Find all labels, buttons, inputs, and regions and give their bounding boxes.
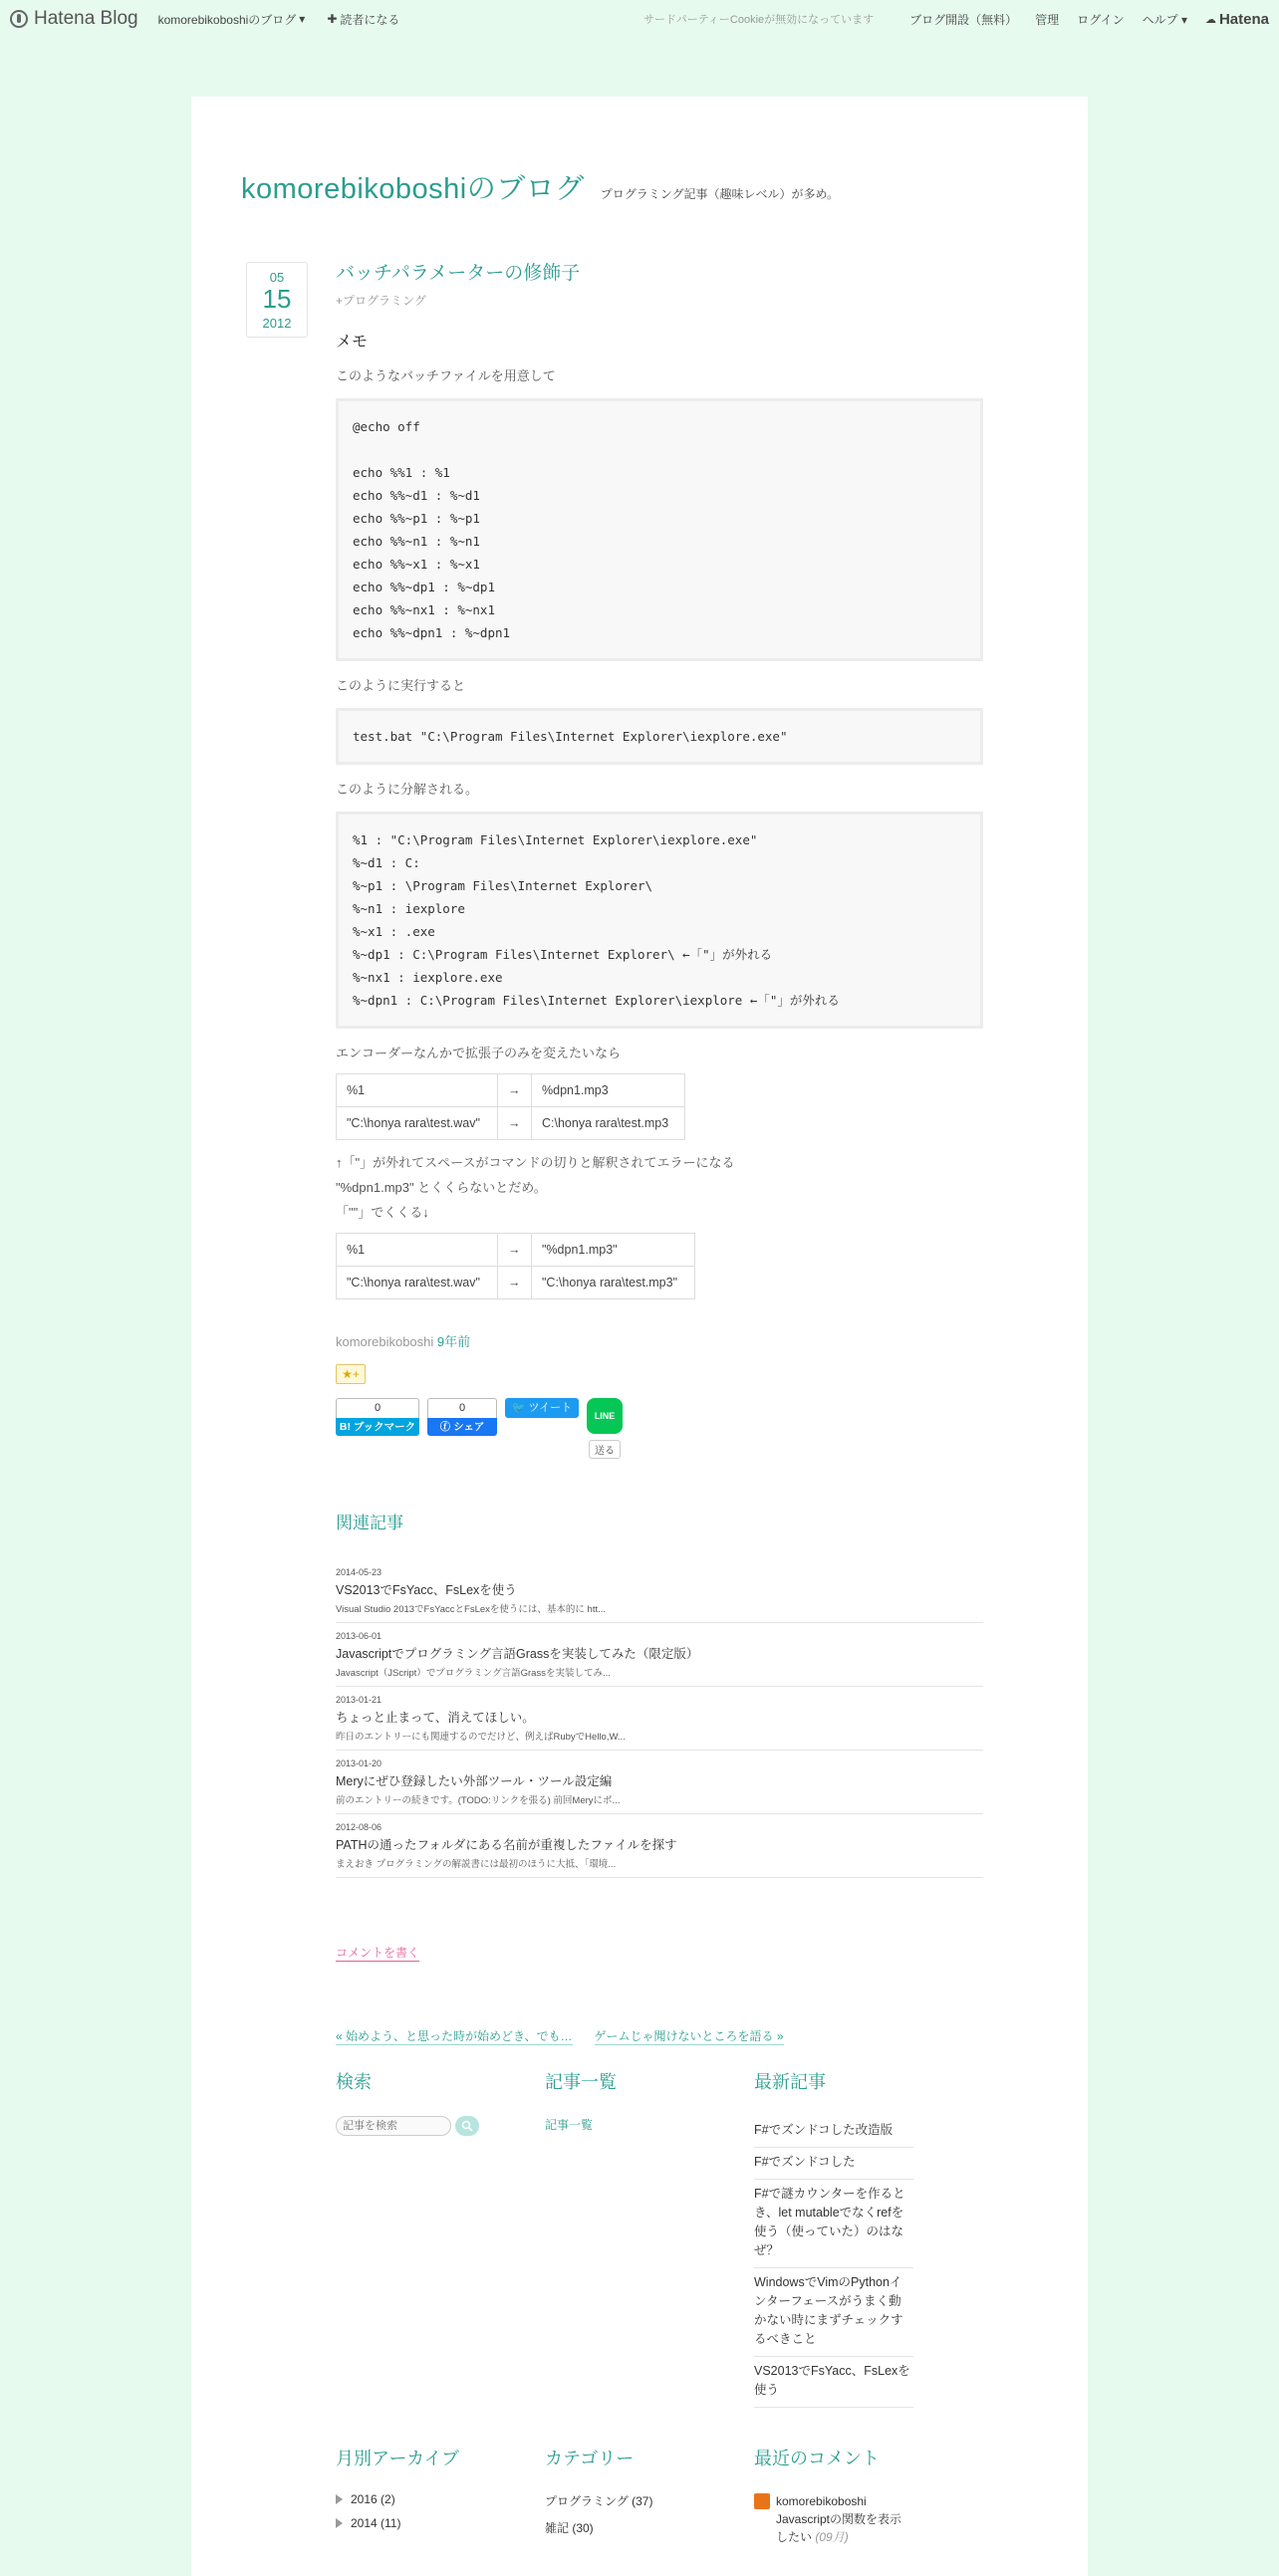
expand-triangle-icon[interactable]: [336, 2494, 343, 2504]
category-module: [545, 2445, 754, 2546]
archive-module: [545, 2068, 754, 2408]
line-send-button[interactable]: 送る: [589, 1440, 621, 1459]
admin-link[interactable]: 管理: [1035, 12, 1060, 27]
note-2: "%dpn1.mp3" とくくらないとだめ。: [336, 1180, 547, 1195]
entry-date[interactable]: [246, 262, 308, 338]
archive-link[interactable]: 記事一覧: [545, 2118, 594, 2132]
login-link[interactable]: ログイン: [1077, 12, 1125, 27]
share-buttons: [336, 1398, 983, 1459]
blog-title[interactable]: komorebikoboshiのブログ: [241, 173, 585, 205]
hatena-logo-icon: [10, 10, 28, 28]
archive-module-title: 記事一覧: [545, 2072, 617, 2092]
line-icon[interactable]: LINE: [587, 1398, 623, 1434]
table-row: %1 → "%dpn1.mp3": [337, 1234, 695, 1267]
list-item[interactable]: 雑記 (30): [545, 2521, 594, 2535]
hatena-home-link[interactable]: ☁ Hatena: [1204, 10, 1269, 28]
avatar: [754, 2493, 770, 2509]
facebook-count: 0: [427, 1398, 497, 1418]
hatena-bookmark-button[interactable]: 0 B! ブックマーク: [336, 1398, 419, 1436]
list-item[interactable]: F#で謎カウンターを作るとき、let mutableでなくrefを使う（使っていた）のはなぜ？: [754, 2180, 913, 2268]
plus-icon: ✚: [327, 12, 338, 26]
entry-date-day: 15: [262, 284, 292, 314]
category-title: カテゴリー: [545, 2449, 635, 2468]
recent-comments-title: 最近のコメント: [754, 2449, 880, 2468]
hatena-blog-logo[interactable]: Hatena Blog: [10, 8, 138, 30]
code-block-result: %1 : "C:\Program Files\Internet Explorer\iexplore.exe" %~d1 : C: %~p1 : \Program Files\Internet Explorer\ %~n1 : iexplore %~x1 : .exe %~dp1 : C:\Program Files\Internet Explorer\ ←「"」が外れる %~nx1 : iexplore.exe %~dpn1 : C:\Program Files\Internet Explorer\iexplore ←「"」が外れる: [336, 812, 983, 1029]
intro-text: このようなバッチファイルを用意して: [336, 368, 556, 383]
blog-title-area: [241, 166, 839, 207]
recent-entries-module: [754, 2068, 963, 2408]
facebook-share-button[interactable]: 0 ⓕ シェア: [427, 1398, 497, 1436]
caret-down-icon: ▾: [299, 12, 306, 26]
line-share: [587, 1398, 623, 1459]
related-entries-title: 関連記事: [336, 1514, 403, 1532]
list-item[interactable]: VS2013でFsYacc、FsLexを使う: [754, 2357, 913, 2408]
search-module: [336, 2068, 545, 2408]
write-comment-link[interactable]: コメントを書く: [336, 1946, 420, 1960]
list-item[interactable]: プログラミング (37): [545, 2494, 653, 2508]
related-entries-list: [336, 1559, 983, 1878]
list-item[interactable]: 2012-08-06 PATHの通ったフォルダにある名前が重複したファイルを探す まえおき プログラミングの解説書には最初のほうに大抵、「環境...: [336, 1813, 983, 1877]
entry-date-month: 05: [269, 270, 285, 285]
note-1: ↑「"」が外れてスペースがコマンドの切りと解釈されてエラーになる: [336, 1155, 735, 1170]
table-row: "C:\honya rara\test.wav" → "C:\honya rara\test.mp3": [337, 1267, 695, 1299]
entry-date-year: 2012: [262, 316, 292, 331]
expand-triangle-icon[interactable]: [336, 2518, 343, 2528]
twitter-bird-icon: 🐦: [511, 1402, 526, 1414]
entry-category[interactable]: +プログラミング: [336, 294, 426, 308]
list-item[interactable]: 2014 (11): [336, 2516, 545, 2530]
conversion-table-2: [336, 1233, 695, 1299]
blog-menu[interactable]: komorebikoboshiのブログ ▾: [157, 12, 306, 27]
table-row: %1 → %dpn1.mp3: [337, 1074, 685, 1107]
code-block-command: test.bat "C:\Program Files\Internet Explorer\iexplore.exe": [336, 708, 983, 765]
subscribe-button[interactable]: ✚ 読者になる: [327, 12, 400, 27]
search-icon: [461, 2120, 473, 2132]
hatena-bird-icon: ☁: [1204, 13, 1216, 26]
recent-entries-title: 最新記事: [754, 2072, 826, 2092]
list-item[interactable]: F#でズンドコした改造版: [754, 2116, 913, 2148]
search-form: [336, 2116, 545, 2136]
recent-comments-module: [754, 2445, 963, 2546]
search-button[interactable]: [455, 2116, 479, 2136]
facebook-icon: ⓕ: [439, 1421, 454, 1433]
list-item[interactable]: 2014-05-23 VS2013でFsYacc、FsLexを使う Visual Studio 2013でFsYaccとFsLexを使うには、基本的に htt...: [336, 1567, 607, 1615]
comment-text: komorebikoboshi Javascriptの関数を表示したい (09月): [776, 2494, 902, 2544]
cookie-notice: サードパーティーCookieが無効になっています: [643, 14, 875, 26]
list-item[interactable]: WindowsでVimのPythonインターフェースがうまく動かない時にまずチェックするべきこと: [754, 2268, 913, 2357]
list-item[interactable]: 2013-01-20 Meryにぜひ登録したい外部ツール・ツール設定編 前のエントリーの続きです。(TODO:リンクを張る) 前回Meryにボ...: [336, 1750, 983, 1813]
next-entry-link[interactable]: ゲームじゃ聞けないところを語る »: [594, 2029, 784, 2043]
search-module-title: 検索: [336, 2072, 372, 2092]
entry-footer: [336, 1331, 983, 1350]
run-text: このように実行すると: [336, 678, 466, 693]
list-item[interactable]: F#でズンドコした: [754, 2148, 913, 2180]
encoder-text: エンコーダーなんかで拡張子のみを変えたいなら: [336, 1046, 622, 1060]
monthly-archive-module: [336, 2445, 545, 2546]
list-item[interactable]: 2013-01-21 ちょっと止まって、消えてほしい。 昨日のエントリーにも関連するのでだけど、例えばRubyでHello,W...: [336, 1686, 983, 1750]
help-menu[interactable]: ヘルプ ▾: [1142, 12, 1187, 27]
list-item[interactable]: 2013-06-01 Javascriptでプログラミング言語Grassを実装してみた（限定版） Javascript（JScript）でプログラミング言語Grassを実装してみ...: [336, 1622, 983, 1686]
sidebar-modules-row-2: [336, 2445, 1053, 2546]
entry-pager: [336, 2027, 983, 2045]
entry-title[interactable]: バッチパラメーターの修飾子: [336, 263, 581, 284]
entry-article: [336, 258, 983, 2045]
add-star-button[interactable]: ★+: [336, 1364, 366, 1384]
conversion-table-1: [336, 1073, 685, 1140]
sidebar-modules-row-1: [336, 2068, 1053, 2408]
bookmark-count: 0: [336, 1398, 419, 1418]
entry-heading: メモ: [336, 334, 369, 351]
result-text: このように分解される。: [336, 782, 479, 797]
list-item[interactable]: [754, 2492, 913, 2546]
global-header: [0, 0, 1279, 38]
blog-container: [191, 97, 1088, 2576]
open-blog-link[interactable]: ブログ開設（無料）: [909, 12, 1018, 27]
tweet-button[interactable]: 🐦 ツイート: [505, 1398, 579, 1418]
blog-description: プログラミング記事（趣味レベル）が多め。: [600, 187, 840, 201]
monthly-archive-title: 月別アーカイブ: [336, 2449, 460, 2468]
search-input[interactable]: [336, 2116, 451, 2136]
prev-entry-link[interactable]: « 始めよう、と思った時が始めどき、でも…: [336, 2029, 573, 2043]
author-name[interactable]: komorebikoboshi: [336, 1334, 434, 1349]
note-3: 「""」でくくる↓: [336, 1205, 429, 1220]
entry-time[interactable]: 9年前: [436, 1334, 471, 1349]
table-row: "C:\honya rara\test.wav" → C:\honya rara\test.mp3: [337, 1107, 685, 1140]
list-item[interactable]: 2016 (2): [336, 2492, 545, 2506]
code-block-batch: @echo off echo %%1 : %1 echo %%~d1 : %~d1 echo %%~p1 : %~p1 echo %%~n1 : %~n1 echo %%~x1 : %~x1 echo %%~dp1 : %~dp1 echo %%~nx1 : %~nx1 echo %%~dpn1 : %~dpn1: [336, 398, 983, 661]
